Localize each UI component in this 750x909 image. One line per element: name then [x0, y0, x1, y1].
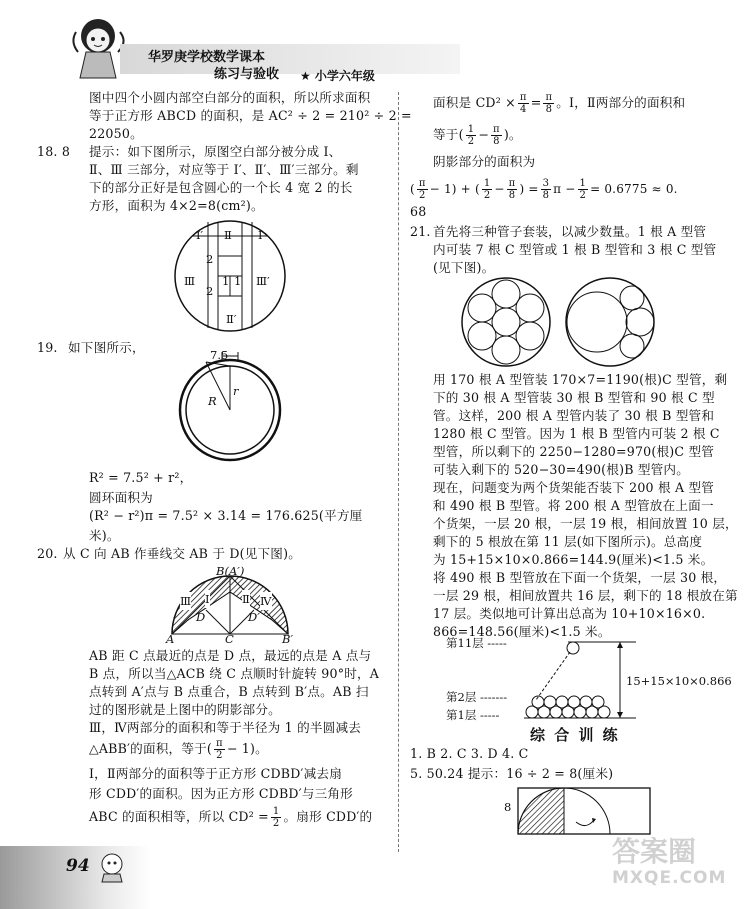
fraction-num: 1 [579, 178, 587, 189]
watermark-line1: 答案圈 [612, 835, 697, 868]
r4-frac-2 [482, 178, 493, 201]
fig21-label-layer-1: 第1层 ----- [446, 708, 500, 722]
r4-frac-1 [417, 178, 428, 201]
p20-l7-fraction [214, 738, 225, 761]
problem-19-number: 19. [37, 340, 58, 355]
r4-frac-4 [541, 178, 552, 201]
p20-l10-text-b: 。扇形 CDD′的 [283, 809, 373, 824]
fig20-label-Bp: B′ [282, 632, 294, 646]
problem-21-body-6: 可装入剩下的 520−30=490(根)B 型管内。 [433, 462, 690, 477]
right-line-4 [410, 178, 678, 201]
problem-21-body-11: 为 15+15×10×0.866=144.9(厘米)<1.5 米。 [433, 552, 714, 567]
p20-l7-text-a: △ABB′的面积，等于 [89, 741, 207, 756]
header-grade: ★ 小学六年级 [300, 69, 375, 83]
r4-b: − 1) + ( [429, 182, 480, 196]
fraction-den: 2 [467, 136, 475, 147]
fig18-label-I-prime: Ⅰ′ [196, 228, 204, 242]
pipe-a-with-7c [462, 278, 550, 366]
problem-18-line-1: 提示：如下图所示，原图空白部分被分成 Ⅰ、 [89, 144, 342, 159]
fraction-num: π [545, 92, 553, 103]
problem-19-eq1: R² = 7.5² + r²， [89, 470, 193, 485]
r2-text-b: )。 [503, 127, 522, 142]
problem-20-line-10 [89, 806, 372, 829]
problem-21-body-8: 和 490 根 B 型管。将 200 根 A 型管放在上面一 [433, 498, 714, 513]
problem-21-body-9: 个货架，一层 20 根，一层 19 根，相间放置 10 层， [433, 516, 738, 531]
fig18-label-III-prime: Ⅲ′ [256, 274, 270, 288]
fraction-num: 3 [542, 178, 550, 189]
r1-text-a: 面积是 CD² × [433, 95, 516, 110]
problem-18-line-4: 方形，面积为 4×2=8(cm²)。 [89, 198, 264, 213]
problem-21-body-2: 下的 30 根 A 型管装 30 根 B 型管和 90 根 C 型 [433, 390, 715, 405]
fraction-den: 2 [419, 190, 426, 201]
left-cont-line-3: 22050。 [89, 126, 143, 141]
r1-fraction-2 [543, 92, 554, 115]
problem-20-line-5: 过的图形就是上图中的阴影部分。 [89, 702, 281, 717]
fig18-label-1b: 1 [234, 274, 242, 288]
fig20-label-I: Ⅰ [205, 592, 210, 606]
problem-21-body-13: 一层 29 根，相间放置共 16 层，剩下的 18 根放在第 [433, 588, 738, 603]
answers-1-4: 1. B 2. C 3. D 4. C [410, 746, 529, 761]
problem-21-body-7: 现在，问题变为两个货架能否装下 200 根 A 型管 [433, 480, 715, 495]
problem-21-line-1: 首先将三种管子套装，以减少数量。1 根 A 型管 [433, 224, 707, 239]
r2-fraction-1 [466, 124, 477, 147]
problem-21-body-15: 866=148.56(厘米)<1.5 米。 [433, 624, 611, 639]
fig18-label-II: Ⅱ [224, 228, 232, 242]
watermark-line2: MXQE.COM [612, 868, 727, 888]
right-line-2 [433, 124, 522, 147]
problem-19-eq2: 圆环面积为 [89, 490, 153, 505]
header-title-line2: 练习与验收 [214, 67, 280, 82]
problem-21-body-4: 1280 根 C 型管。因为 1 根 B 型管内可装 2 根 C [433, 426, 720, 441]
r4-c: − [494, 182, 505, 196]
fig19-label-R: R [208, 394, 217, 408]
problem-19-eq4: 米)。 [89, 528, 120, 543]
r1-text-c: 。Ⅰ，Ⅱ两部分的面积和 [556, 95, 686, 110]
fig5-label-8: 8 [504, 800, 512, 814]
footer-cartoon-icon [94, 848, 130, 884]
right-line-1 [433, 92, 685, 115]
fraction-num: π [508, 178, 516, 189]
fig21-label-formula: 15+15×10×0.866 [626, 674, 732, 688]
fraction-den: 2 [579, 190, 587, 201]
fraction-den: 8 [508, 190, 516, 201]
problem-20-line-7: △ABB′的面积，等于( $\frac{\pi}{2}$ − 1)。 [89, 738, 268, 761]
right-line-5: 68 [410, 204, 427, 219]
figure-21-pipes [460, 276, 660, 368]
fraction-num: 1 [467, 124, 475, 135]
r2-minus: − [478, 127, 490, 142]
fig20-label-II: Ⅱ [242, 592, 250, 606]
fig18-label-I: Ⅰ [258, 228, 263, 242]
fig18-label-II-prime: Ⅱ′ [226, 312, 237, 326]
fig21-label-layer-11: 第11层 ----- [446, 636, 507, 650]
r4-f: = 0.6775 ≈ 0. [590, 182, 678, 196]
fig20-label-III: Ⅲ [180, 594, 192, 608]
problem-20-line-9: 形 CDD′的面积。因为正方形 CDBD′与三角形 [89, 786, 353, 801]
problem-20-line-1: 从 C 向 AB 作垂线交 AB 于 D(见下图)。 [63, 546, 302, 561]
fig18-label-2a: 2 [206, 252, 214, 266]
figure-19-annulus [172, 348, 288, 464]
r4-frac-5 [578, 178, 589, 201]
problem-20-number: 20. [37, 546, 58, 561]
fraction-num: π [216, 738, 223, 749]
fraction-den: 2 [216, 750, 223, 761]
fraction-num: π [519, 92, 527, 103]
page-number: 94 [66, 856, 90, 876]
fraction-den: 2 [272, 818, 280, 829]
fig18-label-1a: 1 [222, 274, 230, 288]
problem-21-body-14: 17 层。类似地可计算出总高为 10+10×16×0. [433, 606, 706, 621]
p20-l10-text-a: ABC 的面积相等，所以 CD² = [89, 809, 269, 824]
fig19-label-r: r [233, 384, 239, 398]
problem-21-body-1: 用 170 根 A 型管装 170×7=1190(根)C 型管，剩 [433, 372, 728, 387]
fraction-num: π [493, 124, 500, 135]
fig19-label-dim: 7.5 [210, 348, 229, 362]
problem-21-body-3: 管。这样，200 根 A 型管内装了 30 根 B 型管和 [433, 408, 715, 423]
problem-21-body-10: 剩下的 5 根放在第 11 层(如下图所示)。总高度 [433, 534, 703, 549]
problem-18-line-2: Ⅱ、Ⅲ 三部分，对应等于 Ⅰ′、Ⅱ′、Ⅲ′三部分。剩 [89, 162, 359, 177]
fig20-label-IV: Ⅳ [260, 594, 272, 608]
r4-a: ( [410, 182, 415, 196]
fig20-label-D: D [196, 610, 206, 624]
answer-5: 5. 50.24 提示：16 ÷ 2 = 8(厘米) [410, 766, 614, 781]
r2-text-a: 等于( [433, 127, 464, 142]
problem-21-body-5: 型管，所以剩下的 2250−1280=970(根)C 型管 [433, 444, 715, 459]
fig18-label-2b: 2 [206, 284, 214, 298]
problem-21-number: 21. [410, 224, 431, 239]
problem-20-line-3: B 点，所以当△ACB 绕 C 点顺时针旋转 90°时，A [89, 666, 380, 681]
r2-fraction-2 [491, 124, 502, 147]
fig20-label-C: C [225, 632, 234, 646]
left-cont-line-1: 图中四个小圆内部空白部分的面积，所以所求面积 [89, 90, 371, 105]
p20-l7-text-b: − 1)。 [226, 741, 268, 756]
fig21-label-layer-2: 第2层 ------- [446, 690, 508, 704]
problem-21-body-12: 将 490 根 B 型管放在下面一个货架，一层 30 根， [433, 570, 727, 585]
header-title-line1: 华罗庚学校数学课本 [148, 50, 266, 65]
watermark-logo [612, 836, 726, 888]
fraction-den: 8 [545, 104, 553, 115]
r1-fraction-1 [518, 92, 529, 115]
fraction-num: 1 [483, 178, 491, 189]
r4-d: ) = [519, 182, 539, 196]
pipe-a-with-b-and-3c [566, 278, 654, 366]
column-divider [398, 92, 399, 852]
problem-18-number: 18. 8 [37, 144, 71, 159]
fraction-num: π [418, 178, 426, 189]
section-title: 综 合 训 练 [530, 726, 620, 744]
fraction-num: 1 [272, 806, 280, 817]
problem-20-line-2: AB 距 C 点最近的点是 D 点，最远的点是 A 点与 [89, 648, 372, 663]
fig20-label-A: A [166, 632, 175, 646]
fraction-den: 8 [542, 190, 550, 201]
fraction-den: 2 [483, 190, 491, 201]
r1-text-b: = [530, 95, 542, 110]
problem-19-text: 如下图所示， [68, 340, 145, 355]
problem-20-line-4: 点转到 A′点与 B 点重合，B 点转到 B′点。AB 扫 [89, 684, 369, 699]
fraction-den: 8 [493, 136, 500, 147]
problem-18-line-3: 下的部分正好是包含圆心的一个长 4 宽 2 的长 [89, 180, 353, 195]
r4-frac-3 [507, 178, 518, 201]
problem-20-line-6: Ⅲ，Ⅳ两部分的面积和等于半径为 1 的半圆减去 [89, 720, 362, 735]
problem-21-line-3: (见下图)。 [433, 260, 495, 275]
left-cont-line-2: 等于正方形 ABCD 的面积，是 AC² ÷ 2 = 210² ÷ 2 = [89, 108, 412, 123]
fig20-label-Dp: D′ [248, 610, 260, 624]
header [0, 0, 750, 90]
fig18-label-III: Ⅲ [184, 274, 196, 288]
r4-e: π − [553, 182, 576, 196]
right-line-3: 阴影部分的面积为 [433, 154, 536, 169]
fig20-label-BA: B(A′) [216, 564, 245, 578]
p20-l10-fraction [271, 806, 282, 829]
fraction-den: 4 [520, 104, 527, 115]
problem-19-eq3: (R² − r²)π = 7.5² × 3.14 = 176.625(平方厘 [89, 508, 363, 523]
figure-5-rectangle [516, 786, 656, 836]
problem-20-line-8: Ⅰ，Ⅱ两部分的面积等于正方形 CDBD′减去扇 [89, 766, 342, 781]
problem-21-line-2: 内可装 7 根 C 型管或 1 根 B 型管和 3 根 C 型管 [433, 242, 717, 257]
